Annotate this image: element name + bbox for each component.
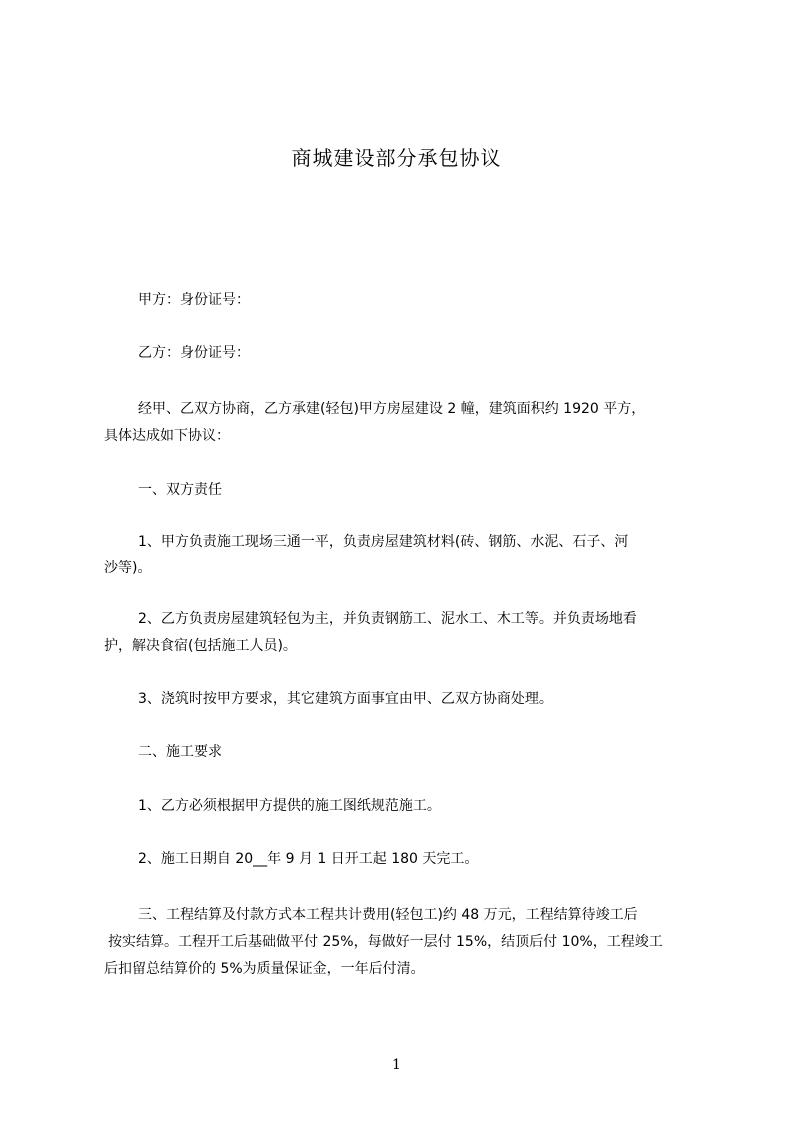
section1-item1-cont-text: 沙等)。 bbox=[104, 560, 152, 576]
party-b-line bbox=[106, 341, 706, 365]
party-b-text: 乙方：身份证号： bbox=[138, 345, 250, 361]
intro-text: 经甲、乙双方协商，乙方承建(轻包)甲方房屋建设 2 幢，建筑面积约 1920 平方， bbox=[138, 401, 646, 417]
section1-item2-cont bbox=[104, 634, 704, 658]
section2-item1 bbox=[106, 794, 706, 818]
section1-item1 bbox=[106, 530, 706, 554]
section3-paragraph-cont1 bbox=[108, 930, 708, 954]
section2-item2 bbox=[106, 847, 706, 871]
section3-paragraph bbox=[106, 903, 706, 927]
document-title: 商城建设部分承包协议 bbox=[291, 146, 502, 170]
section1-item3 bbox=[106, 687, 706, 711]
section3-line1-text: 三、工程结算及付款方式本工程共计费用(轻包工)约 48 万元，工程结算待竣工后 bbox=[138, 907, 638, 923]
section1-item2 bbox=[106, 607, 706, 631]
section1-item2-text: 2、乙方负责房屋建筑轻包为主，并负责钢筋工、泥水工、木工等。并负责场地看 bbox=[138, 611, 637, 627]
intro-paragraph-cont bbox=[104, 424, 704, 448]
section1-item3-text: 3、浇筑时按甲方要求，其它建筑方面事宜由甲、乙双方协商处理。 bbox=[138, 691, 553, 707]
page-number: 1 bbox=[392, 1057, 401, 1073]
section1-item1-text: 1、甲方负责施工现场三通一平，负责房屋建筑材料(砖、钢筋、水泥、石子、河 bbox=[138, 534, 629, 550]
section2-item2-text: 2、施工日期自 20__年 9 月 1 日开工起 180 天完工。 bbox=[138, 851, 479, 867]
intro-cont-text: 具体达成如下协议： bbox=[104, 428, 230, 444]
intro-paragraph bbox=[106, 397, 706, 421]
section1-item1-cont bbox=[104, 556, 704, 580]
section3-line3-text: 后扣留总结算价的 5%为质量保证金，一年后付清。 bbox=[104, 961, 425, 977]
section1-heading-text: 一、双方责任 bbox=[138, 482, 222, 498]
section2-item1-text: 1、乙方必须根据甲方提供的施工图纸规范施工。 bbox=[138, 798, 441, 814]
party-a-line bbox=[106, 288, 706, 312]
party-a-text: 甲方：身份证号： bbox=[138, 292, 250, 308]
section3-paragraph-cont2 bbox=[104, 957, 704, 981]
section3-line2-text: 按实结算。工程开工后基础做平付 25%，每做好一层付 15%，结顶后付 10%，工程竣工 bbox=[108, 934, 663, 950]
section1-heading bbox=[106, 478, 706, 502]
section1-item2-cont-text: 护，解决食宿(包括施工人员)。 bbox=[104, 638, 297, 654]
section2-heading-text: 二、施工要求 bbox=[138, 744, 222, 760]
section2-heading bbox=[106, 740, 706, 764]
